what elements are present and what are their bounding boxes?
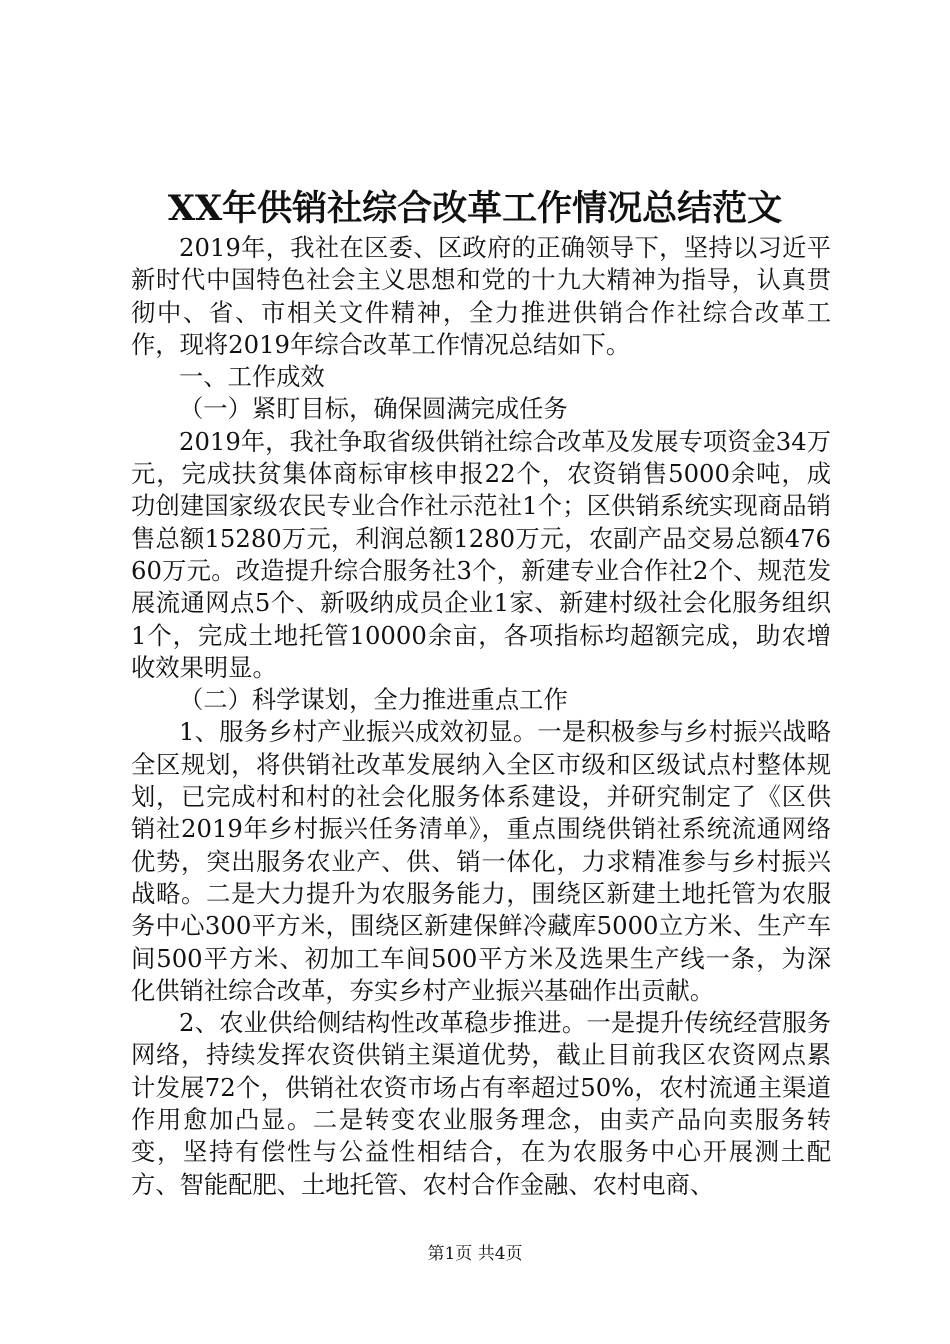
document-body bbox=[131, 232, 831, 1201]
page-footer: 第1页 共4页 bbox=[427, 1244, 523, 1264]
subsection-heading-2: （二）科学谋划，全力推进重点工作 bbox=[179, 685, 568, 715]
document-title: XX年供销社综合改革工作情况总结范文 bbox=[167, 188, 783, 229]
paragraph-results: 2019年，我社争取省级供销社综合改革及发展专项资金34万元，完成扶贫集体商标审核申报22个，农资销售5000余吨，成功创建国家级农民专业合作社示范社1个；区供销系统实现商品销售总额15280万元，利润总额1280万元，农副产品交易总额47660万元。改造提升综合服务社3个，新建专业合作社2个、规范发展流通网点5个、新吸纳成员企业1家、新建村级社会化服务组织1个，完成土地托管10000余亩，各项指标均超额完成，助农增收效果明显。 bbox=[131, 426, 831, 682]
subsection-heading-1: （一）紧盯目标，确保圆满完成任务 bbox=[179, 394, 568, 424]
paragraph-supply-side-reform: 2、农业供给侧结构性改革稳步推进。一是提升传统经营服务网络，持续发挥农资供销主渠道优势，截止目前我区农资网点累计发展72个，供销社农资市场占有率超过50%，农村流通主渠道作用愈加凸显。二是转变农业服务理念，由卖产品向卖服务转变，坚持有偿性与公益性相结合，在为农服务中心开展测土配方、智能配肥、土地托管、农村合作金融、农村电商、 bbox=[131, 1008, 831, 1199]
section-heading-1: 一、工作成效 bbox=[179, 362, 325, 392]
paragraph-rural-industry: 1、服务乡村产业振兴成效初显。一是积极参与乡村振兴战略全区规划，将供销社改革发展纳入全区市级和区级试点村整体规划，已完成村和村的社会化服务体系建设，并研究制定了《区供销社2019年乡村振兴任务清单》，重点围绕供销社系统流通网络优势，突出服务农业产、供、销一体化，力求精准参与乡村振兴战略。二是大力提升为农服务能力，围绕区新建土地托管为农服务中心300平方米，围绕区新建保鲜冷藏库5000立方米、生产车间500平方米、初加工车间500平方米及选果生产线一条，为深化供销社综合改革，夯实乡村产业振兴基础作出贡献。 bbox=[131, 717, 831, 1005]
paragraph-intro: 2019年，我社在区委、区政府的正确领导下，坚持以习近平新时代中国特色社会主义思想和党的十九大精神为指导，认真贯彻中、省、市相关文件精神，全力推进供销合作社综合改革工作，现将2019年综合改革工作情况总结如下。 bbox=[131, 233, 831, 359]
